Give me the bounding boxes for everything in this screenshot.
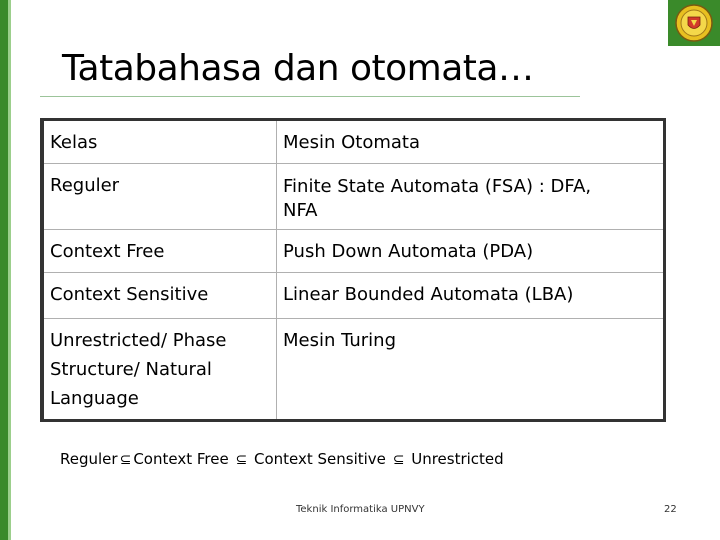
table-row: [42, 120, 665, 164]
table-cell-kelas: Unrestricted/ Phase Structure/ Natural Language: [50, 330, 227, 409]
note-term: Context Free: [133, 450, 229, 468]
subset-symbol: ⊆: [119, 452, 132, 468]
table-row: [42, 230, 665, 273]
note-term: Unrestricted: [411, 450, 504, 468]
table-cell-mesin: Mesin Otomata: [277, 120, 665, 164]
table-cell-kelas: Context Free: [42, 230, 277, 273]
page-title: Tatabahasa dan otomata…: [62, 48, 534, 89]
grammar-automata-table: [40, 118, 666, 422]
left-accent-stripe: [8, 0, 11, 540]
subset-symbol: ⊆: [235, 452, 248, 468]
table-cell-kelas: Context Sensitive: [42, 273, 277, 319]
table-cell-mesin: Finite State Automata (FSA) : DFA, NFA: [277, 164, 665, 230]
table-cell-mesin: Linear Bounded Automata (LBA): [277, 273, 665, 319]
table-cell-mesin: Mesin Turing: [277, 319, 665, 421]
table-cell-kelas: Kelas: [42, 120, 277, 164]
university-seal-icon: [668, 0, 720, 46]
page-number: 22: [664, 504, 677, 515]
note-term: Context Sensitive: [253, 450, 386, 468]
table-cell-kelas: Reguler: [42, 164, 277, 230]
note-term: Reguler: [60, 450, 118, 468]
table-row: [42, 319, 665, 421]
footer-text: Teknik Informatika UPNVY: [296, 504, 425, 515]
subset-symbol: ⊆: [392, 452, 405, 468]
left-accent-bar: [0, 0, 8, 540]
table-row: [42, 164, 665, 230]
subset-relation-note: [60, 450, 504, 468]
title-divider: [40, 96, 580, 97]
table-cell-mesin: Push Down Automata (PDA): [277, 230, 665, 273]
table-row: [42, 273, 665, 319]
